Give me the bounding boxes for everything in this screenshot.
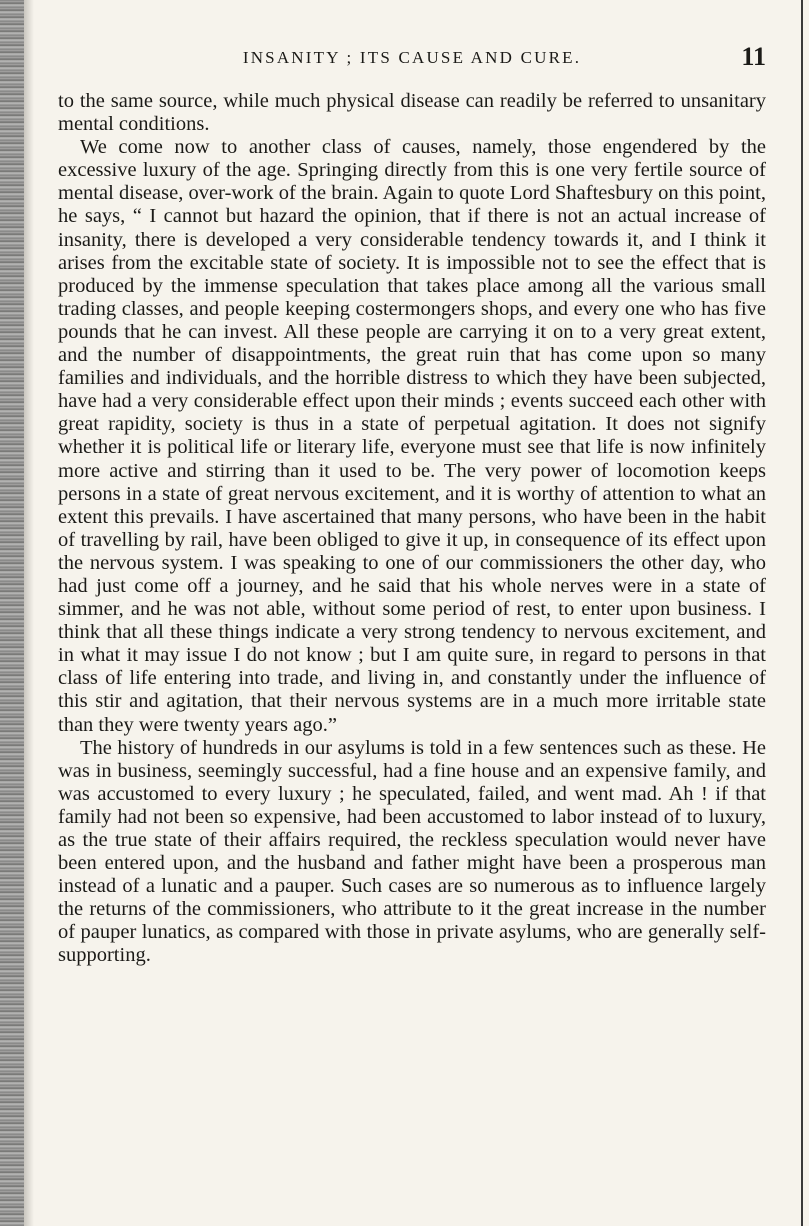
paragraph-shaftesbury-quote: We come now to another class of causes, namely, those engendered by the excessive luxury of the age. Springing directly from this is one very fertile source of mental disease, over-work of the brain. Again to quote Lord Shaftesbury on this point, he says, “ I cannot but hazard the opinion, that if there is not an actual increase of insanity, there is developed a very considerable tendency towards it, and I think it arises from the excitable state of society. It is impossible not to see the effect that is produced by the immense speculation that takes place among all the various small trading classes, and people keeping costermongers shops, and every one who has five pounds that he can invest. All these people are carrying it on to a very great extent, and the number of disappointments, the great ruin that has come upon so many families and individuals, and the horrible distress to which they have been subjected, have had a very considerable effect upon their minds ; events succeed each other with great rapidity, society is thus in a state of perpetual agitation. It does not signify whether it is political life or literary life, everyone must see that life is now infinitely more active and stirring than it used to be. The very power of locomotion keeps persons in a state of great nervous excitement, and it is worthy of attention to what an extent this prevails. I have ascertained that many persons, who have been in the habit of travelling by rail, have been obliged to give it up, in consequence of its effect upon the nervous system. I was speaking to one of our commissioners the other day, who had just come off a journey, and he said that his whole nerves were in a state of simmer, and he was not able, without some period of rest, to enter upon business. I think that all these things indicate a very strong tendency to nervous excitement, and in what it may issue I do not know ; but I am quite sure, in regard to persons in that class of life entering into trade, and living in, and constantly under the influence of this stir and agitation, that their nervous systems are in a much more irritable state than they were twenty years ago.” — [58, 136, 766, 736]
running-head — [58, 40, 766, 90]
book-spine-shadow — [0, 0, 24, 1226]
page-number: 11 — [741, 42, 766, 71]
paragraph-asylum-history: The history of hundreds in our asylums is told in a few sentences such as these. He was in business, seemingly successful, had a fine house and an expensive family, and was accustomed to every luxury ; he speculated, failed, and went mad. Ah ! if that family had not been so expensive, had been accustomed to labor instead of to luxury, as the true state of their affairs required, the reckless speculation would never have been entered upon, and the husband and father might have been a prosperous man instead of a lunatic and a pauper. Such cases are so numerous as to influence largely the returns of the commissioners, who attribute to it the great increase in the number of pauper lunatics, as compared with those in private asylums, who are generally self-supporting. — [58, 736, 766, 967]
gutter-fade — [24, 0, 34, 1226]
paragraph-continuation: to the same source, while much physical disease can readily be referred to unsanitary mental conditions. — [58, 90, 766, 136]
page-edge-rule — [801, 0, 803, 1226]
book-page — [58, 40, 766, 968]
running-title: INSANITY ; ITS CAUSE AND CURE. — [242, 48, 582, 67]
body-text — [58, 90, 766, 968]
